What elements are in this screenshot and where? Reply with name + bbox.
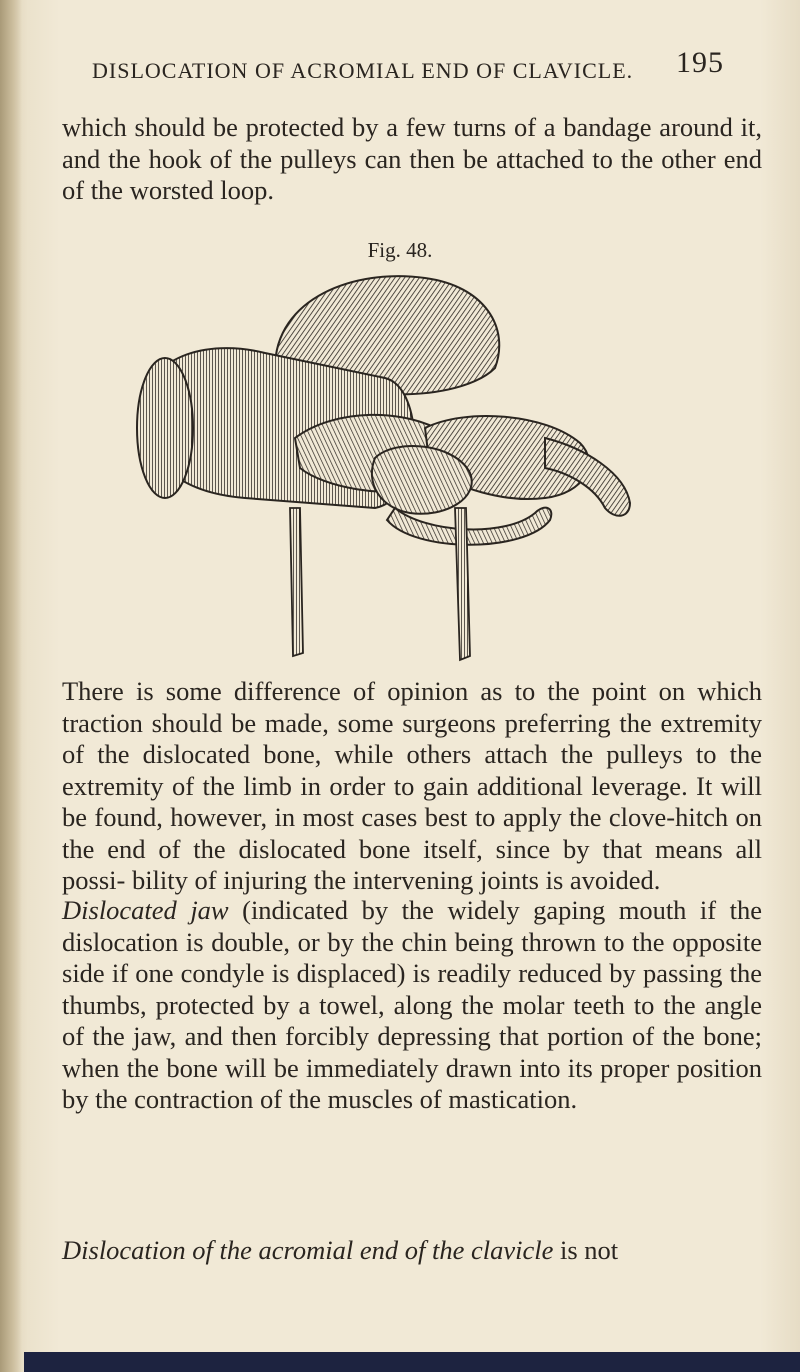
paragraph-last [62, 1235, 762, 1267]
rope-strand-left [290, 508, 303, 656]
jaw-heading: Dislocated jaw [62, 895, 229, 925]
clavicle-body: is not [553, 1235, 619, 1265]
jaw-body: (indicated by the widely gaping mouth if the dislocation is double, or by the chin being thrown to the opposite side if one condyle is displaced) is readily reduced by passing the thumbs, protected by a towel, along the molar teeth to the angle of the jaw, and then forcibly depressing that portion of the bone; when the bone will be immediately drawn into its proper position by the contraction of the muscles of mastication. [62, 895, 762, 1114]
figure-caption: Fig. 48. [367, 238, 433, 262]
paragraph-jaw-text [62, 895, 762, 1116]
paragraph-jaw [62, 895, 762, 1116]
page-number: 195 [676, 46, 724, 79]
paragraph-middle [62, 676, 762, 897]
paragraph-middle-text: There is some difference of opinion as to the point on which traction should be made, some surgeons preferring the extremity of the dislocated bone, while others attach the pulleys to the extremity of the limb in order to gain additional leverage. It will be found, however, in most cases best to apply the clove-hitch on the end of the dislocated bone itself, since by that means all possi- bility of injuring the intervening joints is avoided. [62, 676, 762, 895]
running-title: DISLOCATION OF ACROMIAL END OF CLAVICLE. [92, 58, 634, 83]
scan-bottom-edge [24, 1352, 800, 1372]
clavicle-heading: Dislocation of the acromial end of the clavicle [62, 1235, 554, 1265]
paragraph-last-text [62, 1235, 762, 1267]
clove-hitch-figure [125, 258, 645, 668]
running-header [92, 46, 724, 84]
book-spine-shadow [0, 0, 22, 1372]
limb-end-shape [137, 358, 193, 498]
paragraph-top-text: which should be protected by a few turns of a bandage around it, and the hook of the pulleys can then be attached to the other end of the worsted loop. [62, 112, 762, 205]
paragraph-top [62, 112, 762, 207]
